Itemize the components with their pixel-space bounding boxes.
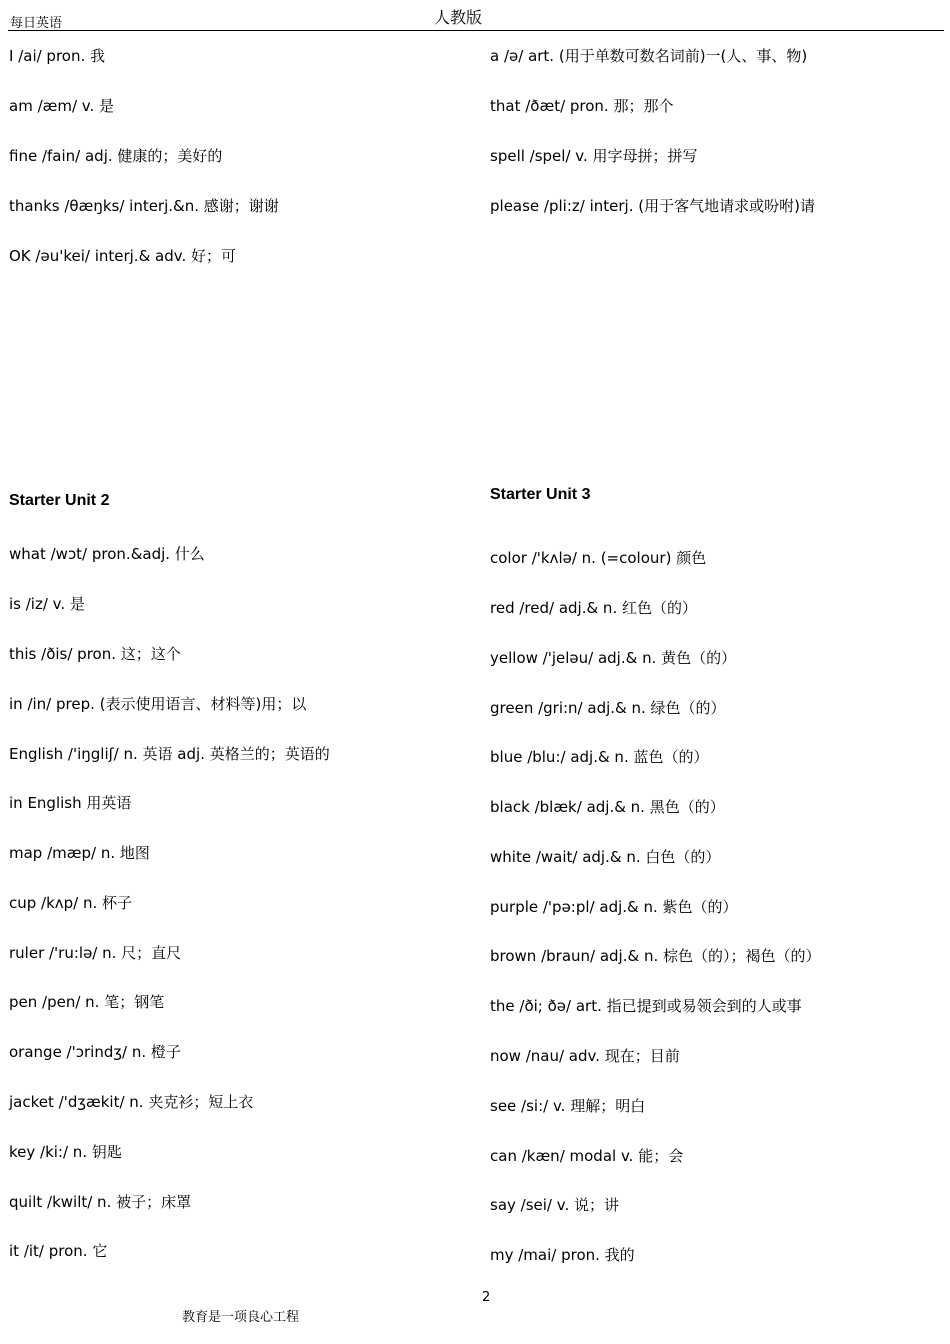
- header-title: 人教版: [434, 8, 483, 27]
- vocab-entry: ruler /'ru:lə/ n. 尺；直尺: [9, 944, 182, 962]
- vocab-entry: now /nau/ adv. 现在；目前: [490, 1047, 680, 1065]
- vocab-entry: cup /kʌp/ n. 杯子: [9, 894, 133, 912]
- vocab-entry: see /si:/ v. 理解；明白: [490, 1097, 646, 1115]
- vocab-entry: red /red/ adj.& n. 红色（的）: [490, 599, 697, 617]
- vocab-entry: orange /'ɔrindʒ/ n. 橙子: [9, 1043, 181, 1061]
- vocab-entry: purple /'pə:pl/ adj.& n. 紫色（的）: [490, 898, 738, 916]
- vocab-entry: spell /spel/ v. 用字母拼；拼写: [490, 147, 698, 165]
- header-divider: [8, 30, 944, 31]
- vocab-entry: key /ki:/ n. 钥匙: [9, 1143, 122, 1161]
- vocab-entry: English /'iŋgliʃ/ n. 英语 adj. 英格兰的；英语的: [9, 745, 330, 763]
- vocab-entry: green /gri:n/ adj.& n. 绿色（的）: [490, 699, 726, 717]
- vocab-entry: yellow /'jeləu/ adj.& n. 黄色（的）: [490, 649, 737, 667]
- vocab-entry: pen /pen/ n. 笔；钢笔: [9, 993, 165, 1011]
- vocab-entry: what /wɔt/ pron.&adj. 什么: [9, 545, 205, 563]
- vocab-entry: black /blæk/ adj.& n. 黑色（的）: [490, 798, 725, 816]
- vocab-entry: fine /fain/ adj. 健康的；美好的: [9, 147, 223, 165]
- vocab-entry: can /kæn/ modal v. 能；会: [490, 1147, 684, 1165]
- vocab-entry: in /in/ prep. (表示使用语言、材料等)用；以: [9, 695, 307, 713]
- vocab-entry: the /ði; ðə/ art. 指已提到或易领会到的人或事: [490, 997, 802, 1015]
- vocab-entry: OK /əu'kei/ interj.& adv. 好；可: [9, 247, 237, 265]
- vocab-entry: please /pli:z/ interj. (用于客气地请求或吩咐)请: [490, 197, 815, 215]
- vocab-entry: in English 用英语: [9, 794, 132, 812]
- vocab-entry: my /mai/ pron. 我的: [490, 1246, 635, 1264]
- vocab-entry: thanks /θæŋks/ interj.&n. 感谢；谢谢: [9, 197, 279, 215]
- vocab-entry: color /'kʌlə/ n. (=colour) 颜色: [490, 549, 707, 567]
- vocab-entry: is /iz/ v. 是: [9, 595, 85, 613]
- vocab-entry: that /ðæt/ pron. 那；那个: [490, 97, 674, 115]
- vocab-entry: am /æm/ v. 是: [9, 97, 115, 115]
- vocab-entry: I /ai/ pron. 我: [9, 47, 106, 65]
- page-number: 2: [482, 1290, 491, 1305]
- footer-slogan: 教育是一项良心工程: [182, 1310, 300, 1325]
- vocab-entry: quilt /kwilt/ n. 被子；床罩: [9, 1193, 192, 1211]
- vocab-entry: brown /braun/ adj.& n. 棕色（的）；褐色（的）: [490, 947, 821, 965]
- vocab-entry: blue /blu:/ adj.& n. 蓝色（的）: [490, 748, 709, 766]
- vocab-entry: map /mæp/ n. 地图: [9, 844, 150, 862]
- header-left-text: 每日英语: [10, 16, 63, 31]
- vocab-entry: it /it/ pron. 它: [9, 1242, 108, 1260]
- unit3-title: Starter Unit 3: [490, 486, 591, 503]
- vocab-entry: jacket /'dʒækit/ n. 夹克衫；短上衣: [9, 1093, 254, 1111]
- unit2-title: Starter Unit 2: [9, 492, 110, 509]
- vocab-entry: white /wait/ adj.& n. 白色（的）: [490, 848, 721, 866]
- vocab-entry: this /ðis/ pron. 这；这个: [9, 645, 181, 663]
- vocab-entry: say /sei/ v. 说；讲: [490, 1196, 619, 1214]
- vocab-entry: a /ə/ art. (用于单数可数名词前)一(人、事、物): [490, 47, 808, 65]
